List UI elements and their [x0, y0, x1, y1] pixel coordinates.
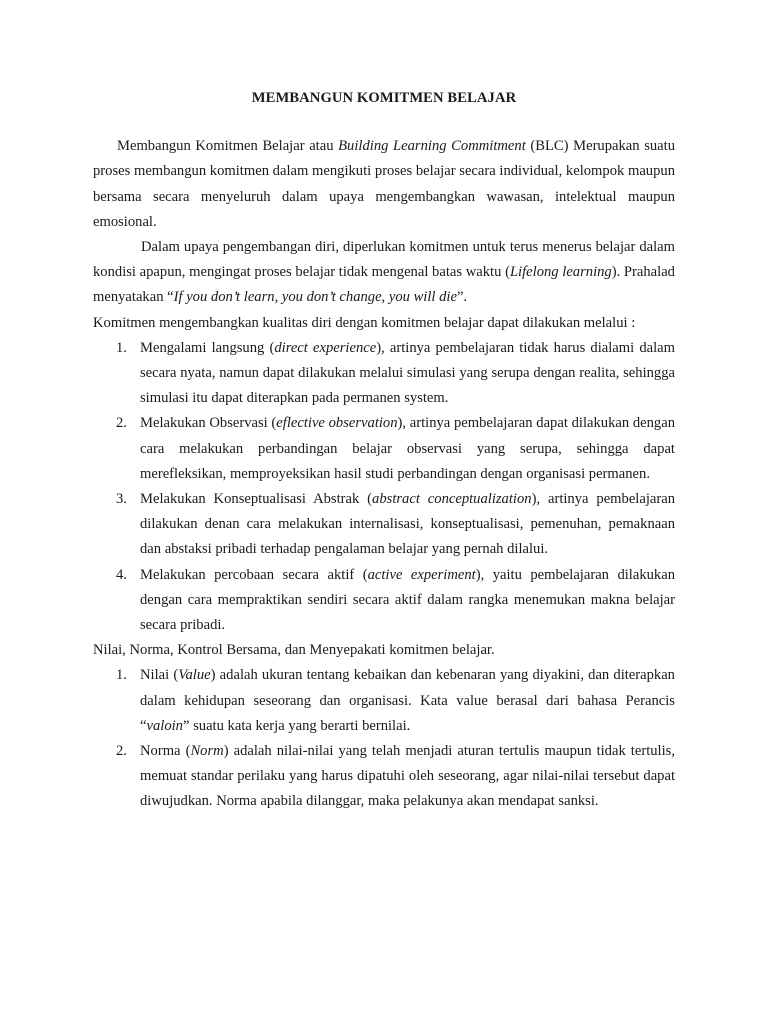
- list-item-italic-2: valoin: [146, 717, 183, 734]
- list-item: [93, 739, 675, 815]
- list-item-text: [140, 739, 675, 815]
- list-item-text-after: ” suatu kata kerja yang berarti bernilai.: [182, 717, 411, 734]
- list-item-number: 3.: [116, 491, 127, 508]
- list-item: [93, 411, 675, 487]
- list-item-text-middle: ) adalah ukuran tentang kebaikan dan kebenaran yang diyakini, dan diterapkan dalam kehidupan seseorang dan organisasi. Kata value berasal dari bahasa Perancis “: [140, 667, 675, 734]
- intro-p2-text-2: ). Prahalad menyatakan “: [93, 264, 675, 306]
- list-item-italic: Norm: [190, 743, 224, 760]
- list-item-number: 2.: [116, 743, 127, 760]
- list-item-italic: abstract conceptualization: [372, 491, 532, 508]
- intro-p1-italic: Building Learning Commitment: [338, 138, 526, 155]
- intro-p2-italic-quote: If you don’t learn, you don’t change, you will die: [173, 289, 457, 306]
- learning-methods-list: [93, 336, 675, 638]
- list-item-number: 2.: [116, 415, 127, 432]
- list-item-text: [140, 336, 675, 412]
- intro-p2-text-3: ”.: [456, 289, 468, 306]
- list-item-text-after: ) adalah nilai-nilai yang telah menjadi aturan tertulis maupun tidak tertulis, memuat standar perilaku yang harus dipatuhi oleh seseorang, agar nilai-nilai tersebut dapat diwujudkan. Norma apabila dilanggar, maka pelakunya akan mendapat sanksi.: [140, 743, 675, 810]
- intro-paragraph-1: [93, 134, 675, 235]
- list-item-text-after: ), yaitu pembelajaran dilakukan dengan cara mempraktikan sendiri secara aktif dalam rangka menemukan makna belajar secara pribadi.: [140, 566, 675, 634]
- list-item-text-before: Nilai (: [140, 667, 179, 684]
- list-item-number: 1.: [116, 667, 127, 684]
- list-item: [93, 663, 675, 739]
- intro-p2-text-1: Dalam upaya pengembangan diri, diperlukan komitmen untuk terus menerus belajar dalam kondisi apapun, mengingat proses belajar tidak mengenal batas waktu (: [93, 239, 675, 281]
- intro-paragraph-2: [93, 235, 675, 311]
- list-item-italic: active experiment: [367, 566, 476, 583]
- list-item-text-before: Norma (: [140, 743, 191, 760]
- list-item-text-after: ), artinya pembelajaran dapat dilakukan dengan cara melakukan perbandingan belajar observasi yang serupa, sehingga dapat merefleksikan, memproyeksikan hasil studi perbandingan dengan organisasi permanen.: [140, 415, 675, 482]
- list-item-italic: eflective observation: [276, 415, 398, 432]
- list-item-text-before: Mengalami langsung (: [140, 339, 275, 356]
- list-item-text-before: Melakukan percobaan secara aktif (: [140, 566, 368, 583]
- list-item-text-after: ), artinya pembelajaran tidak harus dialami dalam secara nyata, namun dapat dilakukan melalui simulasi yang serupa dengan realita, sehingga simulasi itu dapat diterapkan pada permanen system.: [140, 339, 675, 407]
- list-item-number: 1.: [116, 339, 127, 356]
- intro-p1-text-1: Membangun Komitmen Belajar atau: [117, 138, 339, 155]
- list-item: [93, 336, 675, 412]
- intro-paragraph-3: Komitmen mengembangkan kualitas diri dengan komitmen belajar dapat dilakukan melalui :: [93, 314, 636, 331]
- list-item-text: [140, 563, 675, 639]
- values-norms-list: [93, 663, 675, 814]
- list-item-text: [140, 411, 675, 487]
- document-page: [93, 86, 675, 815]
- intro-p1-text-2: (BLC) Merupakan suatu proses membangun komitmen dalam mengikuti proses belajar secara individual, kelompok maupun bersama secara menyeluruh dalam upaya mengembangkan wawasan, intelektual maupun emosional.: [93, 138, 676, 230]
- list-item-text: [140, 487, 675, 563]
- document-title: MEMBANGUN KOMITMEN BELAJAR: [251, 90, 517, 106]
- list-item-text: [140, 663, 675, 739]
- list-item-italic: Value: [178, 667, 211, 684]
- list-item: [93, 563, 675, 639]
- list-item-text-before: Melakukan Konseptualisasi Abstrak (: [140, 491, 373, 508]
- section-2-heading: Nilai, Norma, Kontrol Bersama, dan Menyepakati komitmen belajar.: [93, 642, 495, 659]
- list-item-text-before: Melakukan Observasi (: [140, 415, 277, 432]
- list-item: [93, 487, 675, 563]
- list-item-text-after: ), artinya pembelajaran dilakukan denan cara melakukan internalisasi, konseptualisasi, pemenuhan, pemaknaan dan abstaksi pribadi terhadap pengalaman belajar yang pernah dilalui.: [140, 491, 675, 558]
- list-item-italic: direct experience: [274, 339, 377, 356]
- list-item-number: 4.: [116, 566, 127, 583]
- intro-p2-italic-1: Lifelong learning: [509, 264, 612, 281]
